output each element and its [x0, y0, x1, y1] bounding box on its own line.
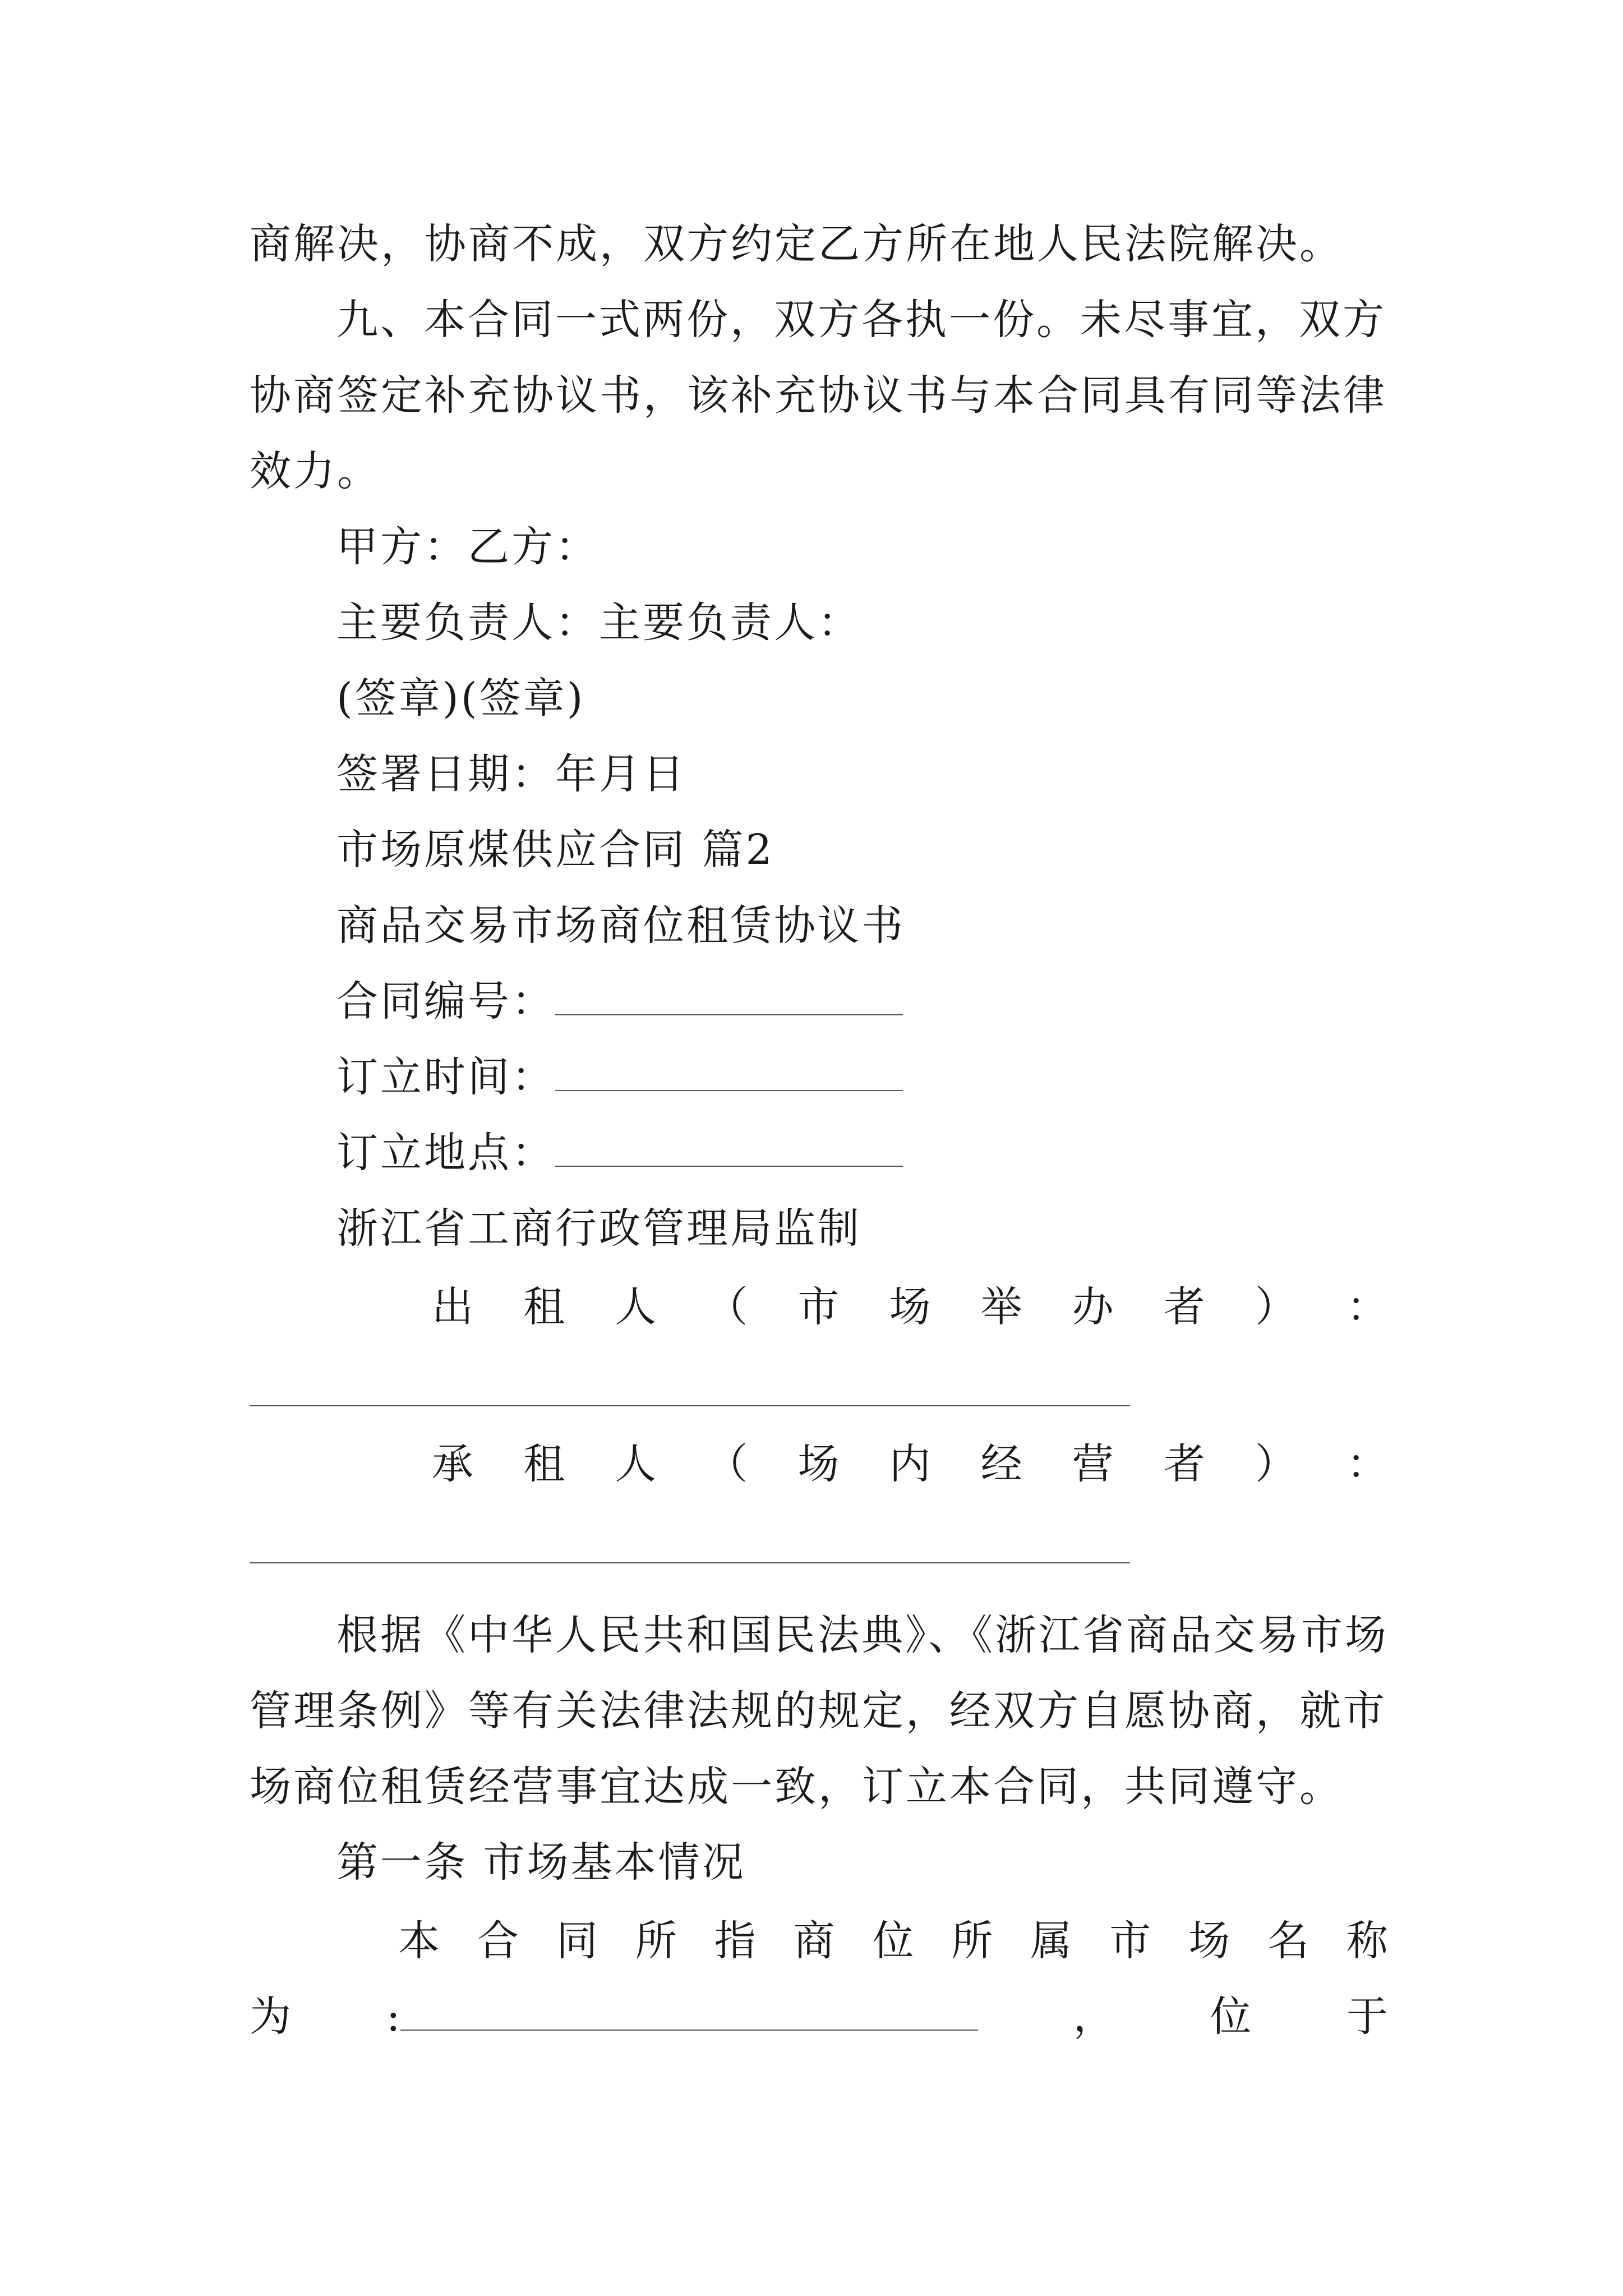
article1-line: [398, 1913, 1388, 1969]
market-name-field: [386, 1989, 978, 2045]
paragraph-line: 九、本合同一式两份，双方各执一份。未尽事宜，双方: [336, 296, 1386, 344]
article1-char: 本: [398, 1917, 440, 1965]
contract-no-blank: [555, 975, 903, 1015]
lessor-char: （: [706, 1283, 748, 1331]
lessee-blank-line: [250, 1562, 1130, 1563]
paragraph-line: 商解决，协商不成，双方约定乙方所在地人民法院解决。: [250, 220, 1343, 268]
lessee-char: 内: [889, 1440, 931, 1488]
lessor-char: ）: [1255, 1283, 1297, 1331]
article1-char: 称: [1346, 1917, 1388, 1965]
article1-char: 合: [477, 1917, 519, 1965]
section-title: 市场原煤供应合同 篇2: [336, 826, 774, 874]
lessor-blank-line: [250, 1405, 1130, 1406]
lessor-char: 市: [797, 1283, 840, 1331]
seal-line: (签章)(签章): [336, 674, 585, 723]
lessee-char: 承: [432, 1440, 473, 1488]
sign-time-blank: [555, 1051, 903, 1091]
article1-char: 指: [714, 1917, 756, 1965]
article1-char: 商: [793, 1917, 835, 1965]
intro-line: 根据《中华人民共和国民法典》、《浙江省商品交易市场: [336, 1611, 1389, 1659]
article1-char: 所: [635, 1917, 677, 1965]
lessee-char: 经: [980, 1440, 1022, 1488]
lessee-char: 租: [523, 1440, 565, 1488]
sign-place-field: [336, 1125, 903, 1181]
article1-comma: ，: [1073, 1993, 1115, 2041]
article1-char: 位: [872, 1917, 914, 1965]
lessor-char: 举: [980, 1283, 1022, 1331]
lessee-line: [432, 1436, 1388, 1492]
paragraph-line: 协商签定补充协议书，该补充协议书与本合同具有同等法律: [250, 371, 1387, 420]
agreement-title: 商品交易市场商位租赁协议书: [336, 901, 905, 950]
article1-char: 市: [1109, 1917, 1151, 1965]
article1-char: 同: [556, 1917, 598, 1965]
market-name-colon: :: [386, 1993, 400, 2041]
contract-no-label: 合同编号：: [336, 977, 555, 1025]
article1-located-char: 位: [1210, 1993, 1252, 2041]
sign-date-line: 签署日期：年月日: [336, 750, 686, 798]
article1-char: 场: [1188, 1917, 1230, 1965]
lessee-char: ：: [1346, 1440, 1388, 1488]
article1-market-line: [250, 1989, 1388, 2045]
lessor-char: 出: [432, 1283, 473, 1331]
lessee-char: 营: [1072, 1440, 1114, 1488]
lessee-char: （: [706, 1440, 748, 1488]
principal-line: 主要负责人：主要负责人：: [336, 599, 861, 647]
lessor-char: 场: [889, 1283, 931, 1331]
article1-char: 名: [1267, 1917, 1309, 1965]
lessor-line: [432, 1279, 1388, 1335]
intro-line: 管理条例》等有关法律法规的规定，经双方自愿协商，就市: [250, 1687, 1387, 1735]
lessor-char: 租: [523, 1283, 565, 1331]
lessee-char: 者: [1163, 1440, 1205, 1488]
article1-located-char: 于: [1347, 1993, 1388, 2041]
lessor-char: ：: [1346, 1283, 1388, 1331]
lessee-char: ）: [1255, 1440, 1297, 1488]
intro-line: 场商位租赁经营事宜达成一致，订立本合同，共同遵守。: [250, 1763, 1343, 1811]
lessor-char: 办: [1072, 1283, 1114, 1331]
lessor-char: 人: [615, 1283, 657, 1331]
contract-no-field: [336, 973, 903, 1029]
article1-char: 所: [951, 1917, 993, 1965]
article1-char: 属: [1030, 1917, 1072, 1965]
market-name-blank: [400, 1990, 978, 2031]
paragraph-line: 效力。: [250, 447, 381, 495]
sign-time-label: 订立时间：: [336, 1053, 555, 1101]
lessor-char: 者: [1163, 1283, 1205, 1331]
supervisor-line: 浙江省工商行政管理局监制: [336, 1204, 861, 1253]
lessee-char: 人: [615, 1440, 657, 1488]
article1-title: 第一条 市场基本情况: [336, 1838, 746, 1887]
sign-place-blank: [555, 1126, 903, 1167]
sign-place-label: 订立地点：: [336, 1129, 555, 1177]
lessee-char: 场: [797, 1440, 840, 1488]
party-line: 甲方：乙方：: [336, 523, 599, 571]
article1-for: 为: [250, 1993, 291, 2041]
sign-time-field: [336, 1049, 903, 1105]
